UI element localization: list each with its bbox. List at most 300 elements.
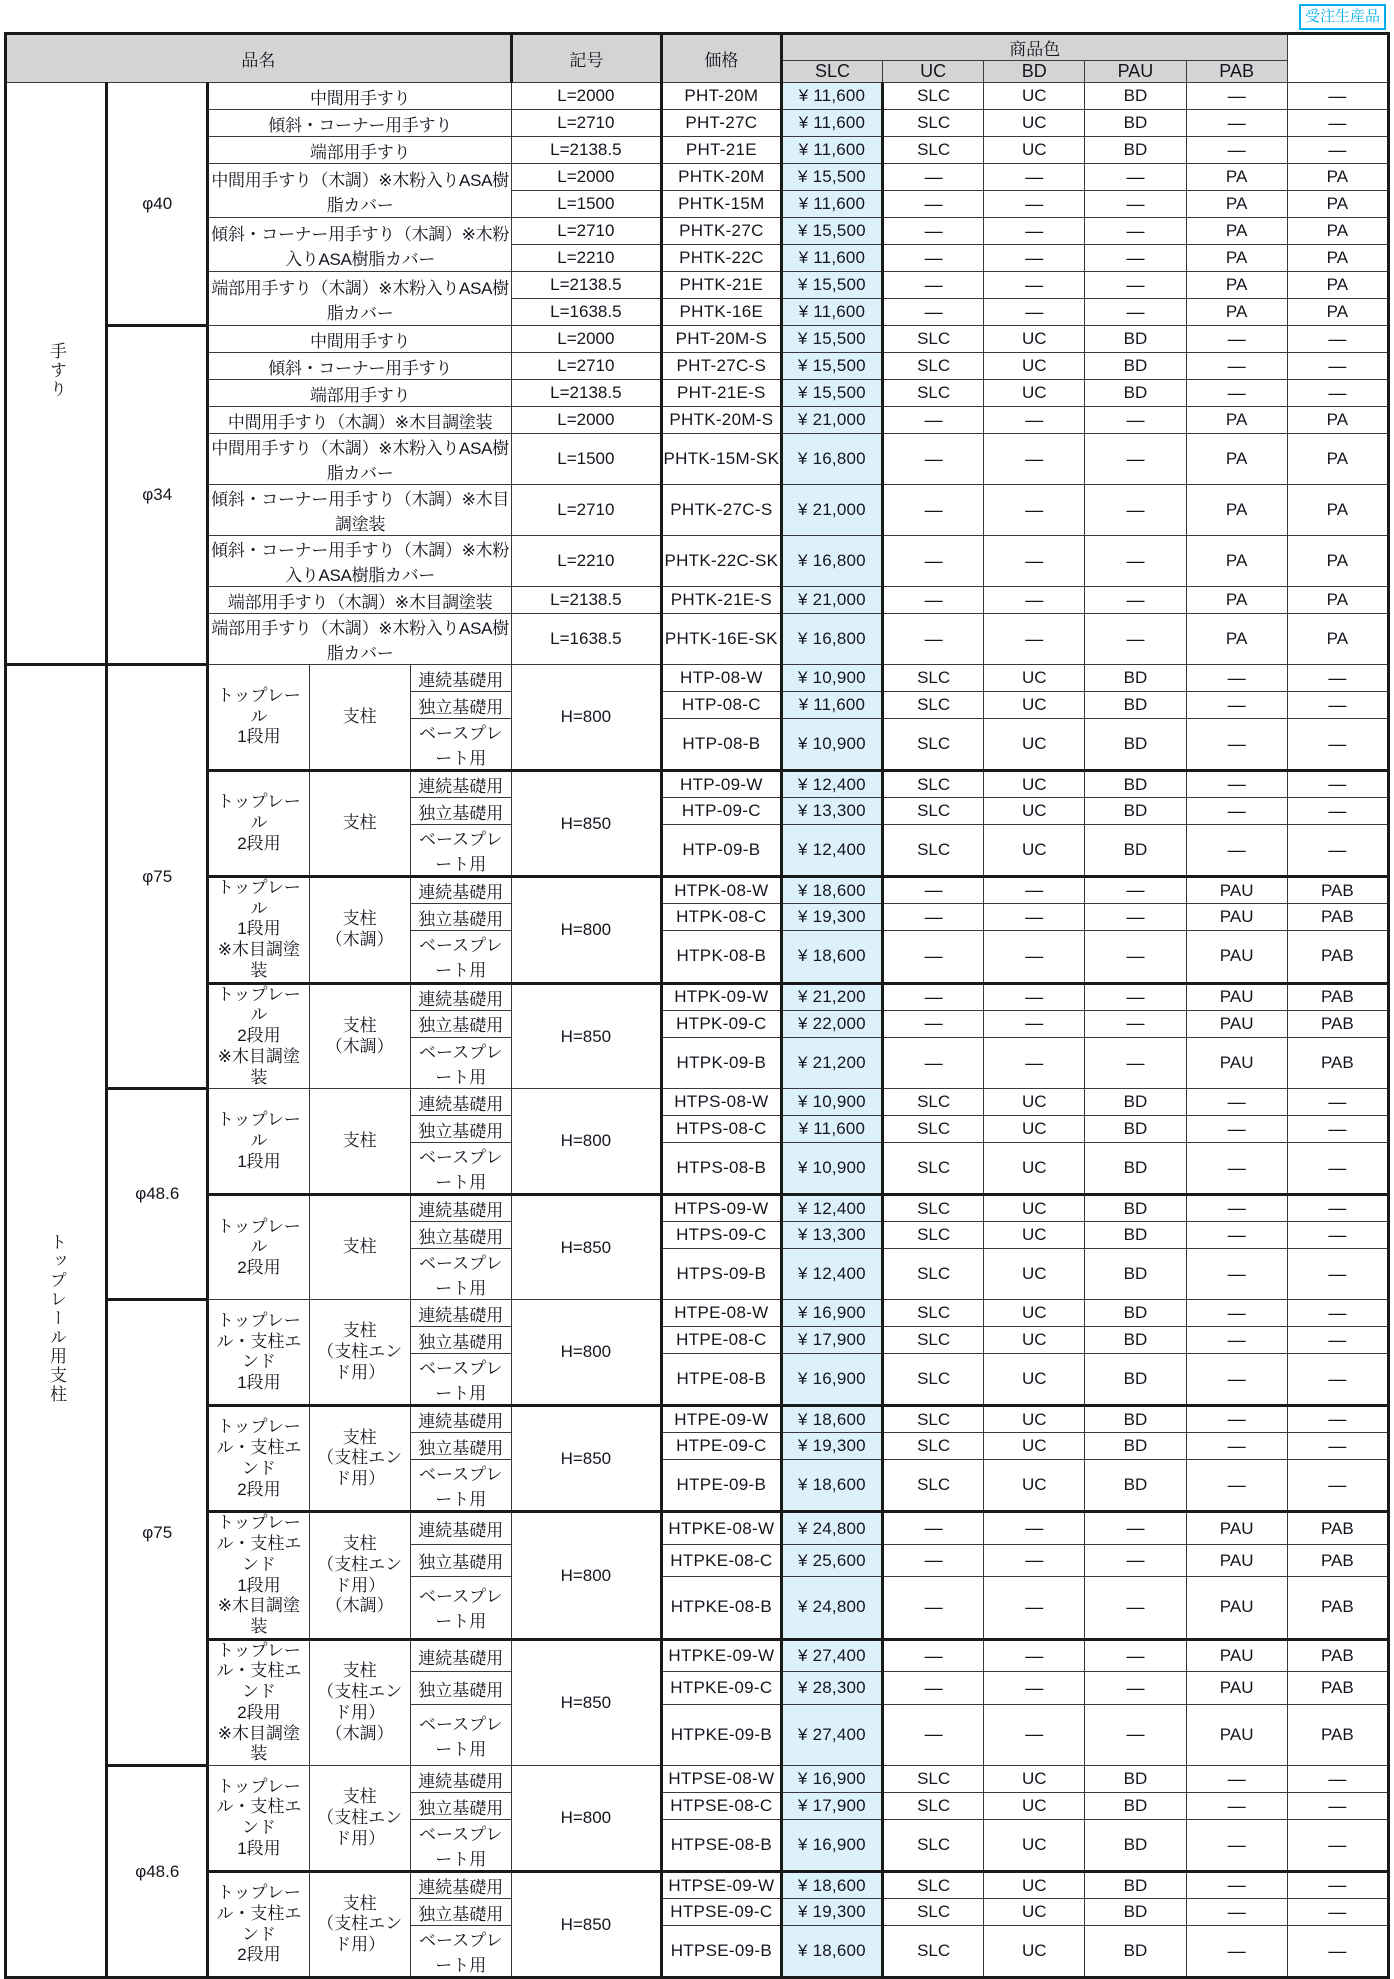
- post-color-3: PAU: [1186, 1672, 1287, 1705]
- handrail-color-3: PA: [1186, 164, 1287, 191]
- toprail-type-cell: トップレール 2段用: [208, 771, 309, 877]
- price-cell: ¥ 19,300: [781, 1433, 882, 1460]
- price-cell: ¥ 21,200: [781, 1038, 882, 1089]
- base-type-cell: 連続基礎用: [410, 1512, 511, 1544]
- handrail-color-3: PA: [1186, 614, 1287, 665]
- header-price: 価格: [661, 34, 781, 83]
- base-type-cell: 独立基礎用: [410, 1222, 511, 1249]
- table-row: [6, 485, 1389, 536]
- base-type-cell: 連続基礎用: [410, 1766, 511, 1793]
- handrail-color-0: —: [883, 164, 984, 191]
- diameter-label: φ48.6: [107, 1089, 208, 1300]
- base-type-cell: ベースプレート用: [410, 931, 511, 983]
- height-cell: H=850: [511, 983, 661, 1089]
- made-to-order-badge: 受注生産品: [1299, 4, 1386, 30]
- handrail-color-0: —: [883, 272, 984, 299]
- table-row: [6, 771, 1389, 798]
- post-color-3: —: [1186, 1820, 1287, 1872]
- product-name-cell: 傾斜・コーナー用手すり（木調）※木目調塗装: [208, 485, 512, 536]
- height-cell: H=800: [511, 1300, 661, 1406]
- product-code-cell: HTPE-09-C: [661, 1433, 781, 1460]
- handrail-color-1: —: [984, 299, 1085, 326]
- post-type-cell: 支柱: [309, 1195, 410, 1300]
- post-color-1: UC: [984, 1433, 1085, 1460]
- post-color-2: —: [1085, 1010, 1186, 1037]
- base-type-cell: 独立基礎用: [410, 1116, 511, 1143]
- post-color-1: —: [984, 1639, 1085, 1672]
- height-cell: H=850: [511, 771, 661, 877]
- price-cell: ¥ 15,500: [781, 218, 882, 245]
- price-cell: ¥ 21,000: [781, 485, 882, 536]
- handrail-color-4: PA: [1287, 245, 1388, 272]
- product-code-cell: HTPE-08-C: [661, 1327, 781, 1354]
- handrail-color-4: PA: [1287, 218, 1388, 245]
- toprail-type-cell: トップレール・支柱エンド 1段用: [208, 1300, 309, 1406]
- post-color-0: —: [883, 1010, 984, 1037]
- height-cell: H=800: [511, 1766, 661, 1872]
- handrail-color-0: SLC: [883, 353, 984, 380]
- price-cell: ¥ 10,900: [781, 719, 882, 771]
- toprail-type-cell: トップレール・支柱エンド 1段用 ※木目調塗装: [208, 1512, 309, 1639]
- toprail-type-cell: トップレール・支柱エンド 2段用: [208, 1406, 309, 1512]
- post-color-4: —: [1287, 1354, 1388, 1406]
- handrail-color-2: BD: [1085, 83, 1186, 110]
- header-row-1: [6, 34, 1389, 61]
- post-color-0: SLC: [883, 1249, 984, 1300]
- handrail-color-0: SLC: [883, 380, 984, 407]
- post-color-4: —: [1287, 719, 1388, 771]
- handrail-color-4: PA: [1287, 164, 1388, 191]
- post-color-0: SLC: [883, 1222, 984, 1249]
- diameter-label: φ40: [107, 83, 208, 326]
- post-color-3: —: [1186, 1766, 1287, 1793]
- price-cell: ¥ 13,300: [781, 798, 882, 825]
- diameter-label: φ48.6: [107, 1766, 208, 1978]
- post-color-0: SLC: [883, 1820, 984, 1872]
- product-code-cell: HTP-09-C: [661, 798, 781, 825]
- handrail-color-3: PA: [1186, 272, 1287, 299]
- diameter-label: φ34: [107, 326, 208, 665]
- table-row: [6, 1406, 1389, 1433]
- base-type-cell: 独立基礎用: [410, 1327, 511, 1354]
- price-cell: ¥ 15,500: [781, 164, 882, 191]
- table-row: [6, 380, 1389, 407]
- post-color-4: —: [1287, 1820, 1388, 1872]
- table-row: [6, 1512, 1389, 1544]
- post-color-1: UC: [984, 692, 1085, 719]
- handrail-color-2: BD: [1085, 353, 1186, 380]
- post-color-3: PAU: [1186, 1010, 1287, 1037]
- product-code-cell: PHTK-16E: [661, 299, 781, 326]
- height-cell: H=850: [511, 1639, 661, 1765]
- post-color-4: —: [1287, 798, 1388, 825]
- length-cell: L=2000: [511, 407, 661, 434]
- handrail-color-0: —: [883, 299, 984, 326]
- post-color-2: BD: [1085, 665, 1186, 692]
- post-color-3: PAU: [1186, 1038, 1287, 1089]
- length-cell: L=2710: [511, 353, 661, 380]
- price-cell: ¥ 21,000: [781, 407, 882, 434]
- post-color-2: BD: [1085, 1116, 1186, 1143]
- height-cell: H=850: [511, 1406, 661, 1512]
- post-color-4: PAB: [1287, 877, 1388, 904]
- post-color-1: UC: [984, 771, 1085, 798]
- base-type-cell: 独立基礎用: [410, 1672, 511, 1705]
- product-code-cell: PHT-27C: [661, 110, 781, 137]
- post-color-4: PAB: [1287, 1704, 1388, 1765]
- price-cell: ¥ 18,600: [781, 877, 882, 904]
- post-color-2: —: [1085, 1512, 1186, 1544]
- post-color-3: —: [1186, 1872, 1287, 1899]
- length-cell: L=2000: [511, 326, 661, 353]
- post-color-1: UC: [984, 1820, 1085, 1872]
- base-type-cell: 連続基礎用: [410, 771, 511, 798]
- post-color-3: —: [1186, 1433, 1287, 1460]
- table-row: [6, 164, 1389, 191]
- header-color-pab: PAB: [1186, 61, 1287, 83]
- post-color-1: UC: [984, 1793, 1085, 1820]
- product-name-cell: 中間用手すり: [208, 83, 512, 110]
- handrail-color-4: PA: [1287, 299, 1388, 326]
- product-code-cell: HTPKE-09-B: [661, 1704, 781, 1765]
- post-color-0: SLC: [883, 692, 984, 719]
- handrail-color-3: PA: [1186, 536, 1287, 587]
- table-row: [6, 407, 1389, 434]
- base-type-cell: ベースプレート用: [410, 719, 511, 771]
- product-code-cell: HTPS-09-W: [661, 1195, 781, 1222]
- handrail-color-4: PA: [1287, 191, 1388, 218]
- post-color-4: PAB: [1287, 904, 1388, 931]
- handrail-color-2: BD: [1085, 110, 1186, 137]
- post-color-1: —: [984, 1577, 1085, 1640]
- handrail-color-3: —: [1186, 353, 1287, 380]
- base-type-cell: 連続基礎用: [410, 1872, 511, 1899]
- post-color-0: —: [883, 1577, 984, 1640]
- height-cell: H=800: [511, 1089, 661, 1195]
- post-color-0: —: [883, 1672, 984, 1705]
- handrail-color-0: —: [883, 218, 984, 245]
- product-name-cell: 中間用手すり（木調）※木粉入りASA樹脂カバー: [208, 434, 512, 485]
- handrail-color-2: —: [1085, 407, 1186, 434]
- table-row: [6, 434, 1389, 485]
- product-name-cell: 傾斜・コーナー用手すり: [208, 110, 512, 137]
- product-code-cell: PHTK-20M-S: [661, 407, 781, 434]
- handrail-color-1: —: [984, 164, 1085, 191]
- length-cell: L=2138.5: [511, 587, 661, 614]
- length-cell: L=1500: [511, 191, 661, 218]
- post-color-1: UC: [984, 665, 1085, 692]
- post-color-3: —: [1186, 1116, 1287, 1143]
- post-color-0: SLC: [883, 1899, 984, 1926]
- post-color-4: —: [1287, 771, 1388, 798]
- handrail-color-1: —: [984, 614, 1085, 665]
- post-color-2: BD: [1085, 1433, 1186, 1460]
- post-color-0: SLC: [883, 1926, 984, 1978]
- handrail-color-1: UC: [984, 137, 1085, 164]
- post-color-2: BD: [1085, 1354, 1186, 1406]
- product-code-cell: HTPKE-08-W: [661, 1512, 781, 1544]
- handrail-color-4: PA: [1287, 272, 1388, 299]
- post-color-0: SLC: [883, 1116, 984, 1143]
- price-cell: ¥ 15,500: [781, 272, 882, 299]
- post-color-0: SLC: [883, 798, 984, 825]
- price-cell: ¥ 11,600: [781, 137, 882, 164]
- handrail-color-3: PA: [1186, 299, 1287, 326]
- post-color-2: BD: [1085, 798, 1186, 825]
- table-header: [6, 34, 1389, 83]
- table-row: [6, 110, 1389, 137]
- product-name-cell: 端部用手すり（木調）※木目調塗装: [208, 587, 512, 614]
- product-price-table: [4, 32, 1390, 1979]
- handrail-color-1: UC: [984, 380, 1085, 407]
- post-color-2: BD: [1085, 825, 1186, 877]
- handrail-color-2: —: [1085, 272, 1186, 299]
- post-color-1: —: [984, 1672, 1085, 1705]
- handrail-color-3: PA: [1186, 245, 1287, 272]
- handrail-color-3: PA: [1186, 407, 1287, 434]
- base-type-cell: 連続基礎用: [410, 1300, 511, 1327]
- table-row: [6, 353, 1389, 380]
- handrail-color-3: —: [1186, 83, 1287, 110]
- header-color-uc: UC: [883, 61, 984, 83]
- product-name-cell: 端部用手すり: [208, 380, 512, 407]
- handrail-color-2: —: [1085, 191, 1186, 218]
- price-cell: ¥ 12,400: [781, 771, 882, 798]
- height-cell: H=800: [511, 877, 661, 984]
- length-cell: L=2210: [511, 245, 661, 272]
- post-color-1: UC: [984, 1116, 1085, 1143]
- base-type-cell: 独立基礎用: [410, 798, 511, 825]
- post-color-1: —: [984, 904, 1085, 931]
- handrail-color-0: SLC: [883, 110, 984, 137]
- handrail-color-3: —: [1186, 326, 1287, 353]
- post-color-4: —: [1287, 825, 1388, 877]
- post-color-4: —: [1287, 1327, 1388, 1354]
- post-color-3: —: [1186, 665, 1287, 692]
- product-code-cell: HTPK-08-B: [661, 931, 781, 983]
- post-color-0: SLC: [883, 771, 984, 798]
- toprail-type-cell: トップレール・支柱エンド 1段用: [208, 1766, 309, 1872]
- base-type-cell: ベースプレート用: [410, 825, 511, 877]
- post-color-2: BD: [1085, 1249, 1186, 1300]
- product-code-cell: HTP-08-B: [661, 719, 781, 771]
- post-color-2: —: [1085, 1672, 1186, 1705]
- price-cell: ¥ 11,600: [781, 299, 882, 326]
- post-type-cell: 支柱: [309, 771, 410, 877]
- price-cell: ¥ 12,400: [781, 825, 882, 877]
- base-type-cell: ベースプレート用: [410, 1249, 511, 1300]
- length-cell: L=1638.5: [511, 299, 661, 326]
- product-code-cell: PHTK-16E-SK: [661, 614, 781, 665]
- handrail-color-4: —: [1287, 380, 1388, 407]
- price-cell: ¥ 18,600: [781, 1406, 882, 1433]
- post-color-4: —: [1287, 1116, 1388, 1143]
- header-color-bd: BD: [984, 61, 1085, 83]
- product-code-cell: HTPKE-08-B: [661, 1577, 781, 1640]
- price-cell: ¥ 12,400: [781, 1195, 882, 1222]
- post-color-4: PAB: [1287, 1639, 1388, 1672]
- base-type-cell: ベースプレート用: [410, 1926, 511, 1978]
- price-cell: ¥ 24,800: [781, 1512, 882, 1544]
- table-row: [6, 587, 1389, 614]
- product-code-cell: HTPE-09-B: [661, 1460, 781, 1512]
- price-cell: ¥ 12,400: [781, 1249, 882, 1300]
- product-code-cell: PHTK-22C-SK: [661, 536, 781, 587]
- toprail-type-cell: トップレール 2段用: [208, 1195, 309, 1300]
- product-name-cell: 中間用手すり: [208, 326, 512, 353]
- base-type-cell: 独立基礎用: [410, 1010, 511, 1037]
- product-code-cell: PHT-20M-S: [661, 326, 781, 353]
- post-color-1: UC: [984, 1460, 1085, 1512]
- post-color-0: SLC: [883, 665, 984, 692]
- post-color-4: —: [1287, 1249, 1388, 1300]
- post-color-0: —: [883, 1544, 984, 1576]
- price-cell: ¥ 18,600: [781, 1872, 882, 1899]
- price-cell: ¥ 10,900: [781, 1089, 882, 1116]
- post-color-4: PAB: [1287, 1544, 1388, 1576]
- table-row: [6, 1639, 1389, 1672]
- base-type-cell: 連続基礎用: [410, 1089, 511, 1116]
- table-row: [6, 83, 1389, 110]
- price-cell: ¥ 24,800: [781, 1577, 882, 1640]
- product-code-cell: HTPSE-09-C: [661, 1899, 781, 1926]
- post-color-2: —: [1085, 1577, 1186, 1640]
- base-type-cell: 連続基礎用: [410, 665, 511, 692]
- product-code-cell: HTPK-09-W: [661, 983, 781, 1010]
- product-code-cell: HTPE-08-B: [661, 1354, 781, 1406]
- group-label-toprail-post: トップレール用支柱: [6, 665, 107, 1978]
- post-color-2: BD: [1085, 1872, 1186, 1899]
- product-code-cell: HTPS-08-B: [661, 1143, 781, 1195]
- product-name-cell: 中間用手すり（木調）※木目調塗装: [208, 407, 512, 434]
- handrail-color-2: —: [1085, 587, 1186, 614]
- handrail-color-3: PA: [1186, 434, 1287, 485]
- post-color-2: BD: [1085, 1195, 1186, 1222]
- product-name-cell: 中間用手すり（木調）※木粉入りASA樹脂カバー: [208, 164, 512, 218]
- length-cell: L=1500: [511, 434, 661, 485]
- post-color-2: BD: [1085, 719, 1186, 771]
- table-row: [6, 1872, 1389, 1899]
- post-color-1: UC: [984, 1089, 1085, 1116]
- price-cell: ¥ 21,000: [781, 587, 882, 614]
- table-body: [6, 83, 1389, 1978]
- post-color-3: PAU: [1186, 1544, 1287, 1576]
- post-color-0: —: [883, 931, 984, 983]
- post-type-cell: 支柱 （支柱エンド用） （木調）: [309, 1512, 410, 1639]
- handrail-color-3: —: [1186, 137, 1287, 164]
- post-color-1: UC: [984, 825, 1085, 877]
- post-color-1: UC: [984, 1406, 1085, 1433]
- product-name-cell: 端部用手すり（木調）※木粉入りASA樹脂カバー: [208, 614, 512, 665]
- base-type-cell: ベースプレート用: [410, 1143, 511, 1195]
- post-color-1: UC: [984, 1327, 1085, 1354]
- post-color-4: PAB: [1287, 1512, 1388, 1544]
- handrail-color-0: —: [883, 614, 984, 665]
- post-color-4: PAB: [1287, 1038, 1388, 1089]
- post-color-2: BD: [1085, 1899, 1186, 1926]
- post-color-4: —: [1287, 1300, 1388, 1327]
- post-color-4: —: [1287, 1793, 1388, 1820]
- table-row: [6, 1300, 1389, 1327]
- handrail-color-3: PA: [1186, 587, 1287, 614]
- post-color-2: —: [1085, 904, 1186, 931]
- post-color-4: —: [1287, 1195, 1388, 1222]
- post-color-0: SLC: [883, 1406, 984, 1433]
- post-color-1: UC: [984, 1143, 1085, 1195]
- post-color-0: SLC: [883, 719, 984, 771]
- product-code-cell: PHTK-27C: [661, 218, 781, 245]
- price-cell: ¥ 16,800: [781, 434, 882, 485]
- post-color-1: UC: [984, 1354, 1085, 1406]
- post-color-0: —: [883, 983, 984, 1010]
- badge-row: [0, 0, 1394, 32]
- post-color-2: BD: [1085, 1926, 1186, 1978]
- post-type-cell: 支柱 （支柱エンド用）: [309, 1406, 410, 1512]
- post-color-2: —: [1085, 1639, 1186, 1672]
- post-color-1: UC: [984, 1222, 1085, 1249]
- post-color-3: —: [1186, 692, 1287, 719]
- handrail-color-1: UC: [984, 83, 1085, 110]
- post-color-2: BD: [1085, 1766, 1186, 1793]
- product-code-cell: HTPE-08-W: [661, 1300, 781, 1327]
- height-cell: H=800: [511, 1512, 661, 1639]
- handrail-color-4: —: [1287, 353, 1388, 380]
- handrail-color-2: BD: [1085, 326, 1186, 353]
- post-color-4: —: [1287, 665, 1388, 692]
- price-cell: ¥ 10,900: [781, 1143, 882, 1195]
- product-code-cell: HTP-08-C: [661, 692, 781, 719]
- post-color-4: PAB: [1287, 983, 1388, 1010]
- post-color-0: SLC: [883, 1327, 984, 1354]
- price-cell: ¥ 15,500: [781, 326, 882, 353]
- post-color-4: —: [1287, 1222, 1388, 1249]
- product-code-cell: HTPSE-09-B: [661, 1926, 781, 1978]
- table-row: [6, 326, 1389, 353]
- post-color-3: —: [1186, 1793, 1287, 1820]
- height-cell: H=800: [511, 665, 661, 771]
- post-color-3: —: [1186, 1089, 1287, 1116]
- post-color-2: BD: [1085, 1300, 1186, 1327]
- post-color-4: —: [1287, 1766, 1388, 1793]
- handrail-color-1: —: [984, 536, 1085, 587]
- header-code: 記号: [511, 34, 661, 83]
- handrail-color-0: —: [883, 245, 984, 272]
- product-name-cell: 傾斜・コーナー用手すり（木調）※木粉入りASA樹脂カバー: [208, 536, 512, 587]
- post-color-0: SLC: [883, 1354, 984, 1406]
- price-cell: ¥ 11,600: [781, 83, 882, 110]
- post-color-2: —: [1085, 1704, 1186, 1765]
- post-color-1: UC: [984, 1766, 1085, 1793]
- price-cell: ¥ 16,900: [781, 1354, 882, 1406]
- price-cell: ¥ 19,300: [781, 1899, 882, 1926]
- post-color-4: —: [1287, 1433, 1388, 1460]
- post-color-0: SLC: [883, 1433, 984, 1460]
- price-cell: ¥ 27,400: [781, 1639, 882, 1672]
- post-color-0: —: [883, 1038, 984, 1089]
- length-cell: L=2000: [511, 83, 661, 110]
- table-row: [6, 614, 1389, 665]
- base-type-cell: ベースプレート用: [410, 1577, 511, 1640]
- product-code-cell: HTPS-09-C: [661, 1222, 781, 1249]
- header-color-slc: SLC: [781, 61, 882, 83]
- price-cell: ¥ 15,500: [781, 353, 882, 380]
- post-color-0: SLC: [883, 1793, 984, 1820]
- post-color-0: —: [883, 1512, 984, 1544]
- post-color-3: PAU: [1186, 1639, 1287, 1672]
- post-color-3: —: [1186, 1195, 1287, 1222]
- handrail-color-0: —: [883, 587, 984, 614]
- product-code-cell: PHTK-15M-SK: [661, 434, 781, 485]
